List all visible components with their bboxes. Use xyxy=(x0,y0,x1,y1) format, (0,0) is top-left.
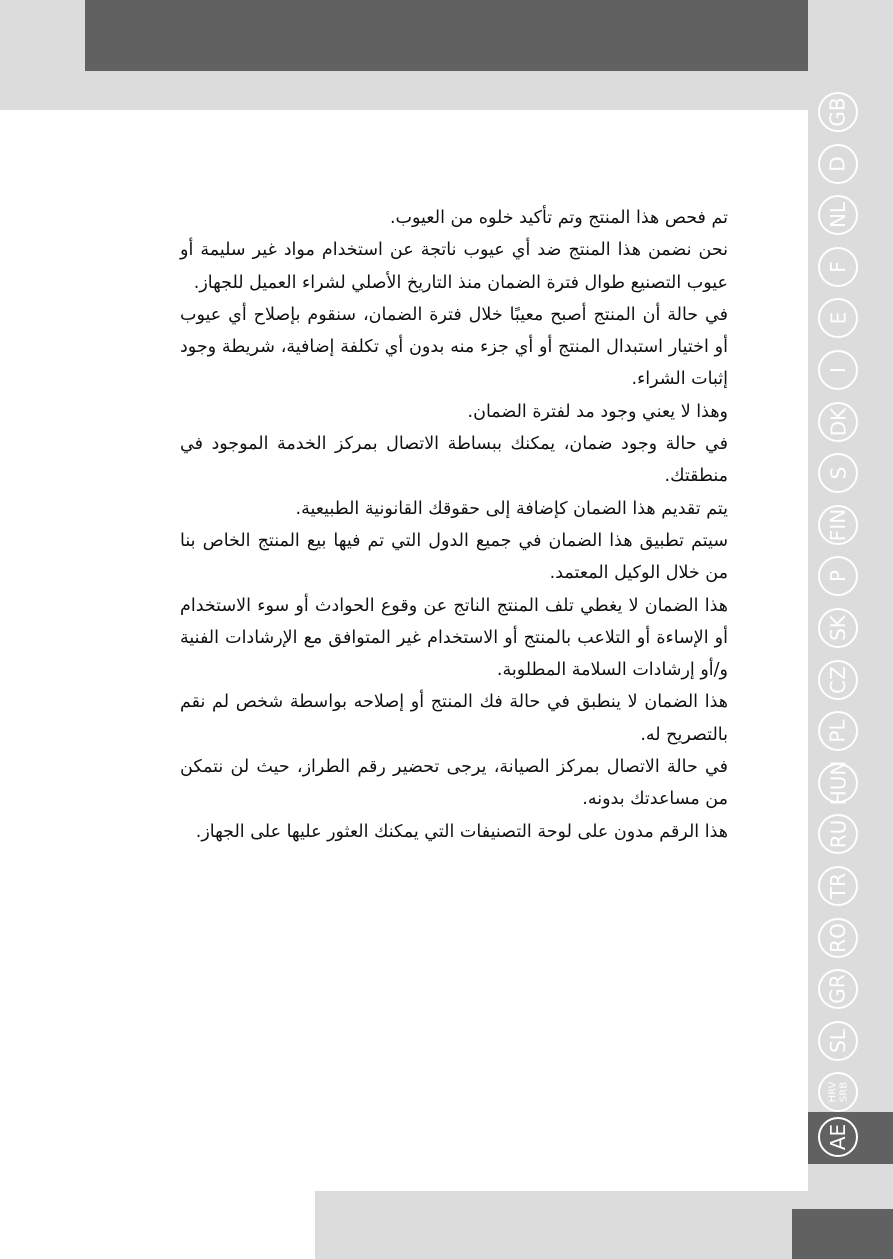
language-tab-p[interactable] xyxy=(818,556,858,596)
language-tab-ae[interactable] xyxy=(818,1117,858,1157)
language-tab-label: SK xyxy=(826,615,850,641)
paragraph: يتم تقديم هذا الضمان كإضافة إلى حقوقك القانونية الطبيعية. xyxy=(295,498,728,519)
language-tab-label: FIN xyxy=(826,508,850,541)
paragraph: نحن نضمن هذا المنتج ضد أي عيوب ناتجة عن استخدام مواد غير سليمة أو عيوب التصنيع طوال فترة الضمان منذ التاريخ الأصلي لشراء العميل للجهاز. xyxy=(180,240,728,293)
language-tab-f[interactable] xyxy=(818,247,858,287)
language-tab-label: D xyxy=(826,155,850,172)
language-tab-pl[interactable] xyxy=(818,711,858,751)
language-tab-label: GR xyxy=(826,974,850,1004)
paragraph: هذا الرقم مدون على لوحة التصنيفات التي يمكنك العثور عليها على الجهاز. xyxy=(195,821,728,842)
page-number-tab xyxy=(792,1209,893,1259)
language-tab-label: F xyxy=(825,261,850,273)
language-tab-label: I xyxy=(826,367,850,373)
language-tab-nl[interactable] xyxy=(818,195,858,235)
language-tab-cz[interactable] xyxy=(818,660,858,700)
paragraph: هذا الضمان لا ينطبق في حالة فك المنتج أو إصلاحه بواسطة شخص لم نقم بالتصريح له. xyxy=(180,692,728,745)
footer-band xyxy=(315,1191,808,1259)
language-tab-label: CZ xyxy=(825,665,850,694)
language-tab-sl[interactable] xyxy=(818,1021,858,1061)
language-tab-s[interactable] xyxy=(818,453,858,493)
language-tab-hrv-srb[interactable] xyxy=(818,1072,858,1112)
language-tab-label: PL xyxy=(825,719,850,743)
language-tab-d[interactable] xyxy=(818,144,858,184)
language-tab-label: RU xyxy=(825,820,850,849)
language-tab-sk[interactable] xyxy=(818,608,858,648)
language-tab-label: NL xyxy=(825,202,850,229)
language-tab-dk[interactable] xyxy=(818,402,858,442)
paragraph: في حالة وجود ضمان، يمكنك ببساطة الاتصال بمركز الخدمة الموجود في منطقتك. xyxy=(180,434,728,487)
language-tab-hun[interactable] xyxy=(818,760,858,806)
language-tab-label: TR xyxy=(826,872,850,899)
language-tab-label: HUN xyxy=(826,760,851,806)
header-bar xyxy=(85,0,808,71)
language-tab-i[interactable] xyxy=(818,350,858,390)
paragraph: هذا الضمان لا يغطي تلف المنتج الناتج عن وقوع الحوادث أو سوء الاستخدام أو الإساءة أو التلاعب بالمنتج أو الاستخدام غير المتوافق مع الإرشادات الفنية و/أو إرشادات السلامة المطلوبة. xyxy=(180,595,728,681)
language-tab-list xyxy=(808,92,868,1124)
language-tab-fin[interactable] xyxy=(818,505,858,545)
language-tab-gb[interactable] xyxy=(818,92,858,132)
active-language-label: AE xyxy=(825,1123,850,1151)
language-tab-label: HRV SRB xyxy=(826,1081,849,1103)
language-tab-label: RO xyxy=(825,922,850,953)
language-tab-gr[interactable] xyxy=(818,969,858,1009)
active-language-tab-bar xyxy=(808,1112,893,1164)
language-tab-ro[interactable] xyxy=(818,918,858,958)
paragraph: في حالة الاتصال بمركز الصيانة، يرجى تحضير رقم الطراز، حيث لن نتمكن من مساعدتك بدونه. xyxy=(180,757,728,810)
paragraph: وهذا لا يعني وجود مد لفترة الضمان. xyxy=(467,401,728,422)
paragraph: تم فحص هذا المنتج وتم تأكيد خلوه من العيوب. xyxy=(389,208,728,228)
paragraph: في حالة أن المنتج أصبح معيبًا خلال فترة الضمان، سنقوم بإصلاح أي عيوب أو اختيار استبدال المنتج أو أي جزء منه بدون أي تكلفة إضافية، شريطة وجود إثبات الشراء. xyxy=(180,304,728,390)
warranty-text xyxy=(180,202,728,848)
language-tab-label: SL xyxy=(826,1028,850,1053)
language-tab-e[interactable] xyxy=(818,298,858,338)
language-tab-label: E xyxy=(825,312,850,325)
paragraph: سيتم تطبيق هذا الضمان في جميع الدول التي تم فيها بيع المنتج الخاص بنا من خلال الوكيل المعتمد. xyxy=(180,530,728,584)
language-tab-tr[interactable] xyxy=(818,866,858,906)
language-tab-label: S xyxy=(825,466,850,480)
language-tab-ru[interactable] xyxy=(818,814,858,854)
language-tab-label: P xyxy=(826,570,850,583)
language-tab-label: DK xyxy=(825,407,850,436)
language-tab-label: GB xyxy=(826,97,850,127)
